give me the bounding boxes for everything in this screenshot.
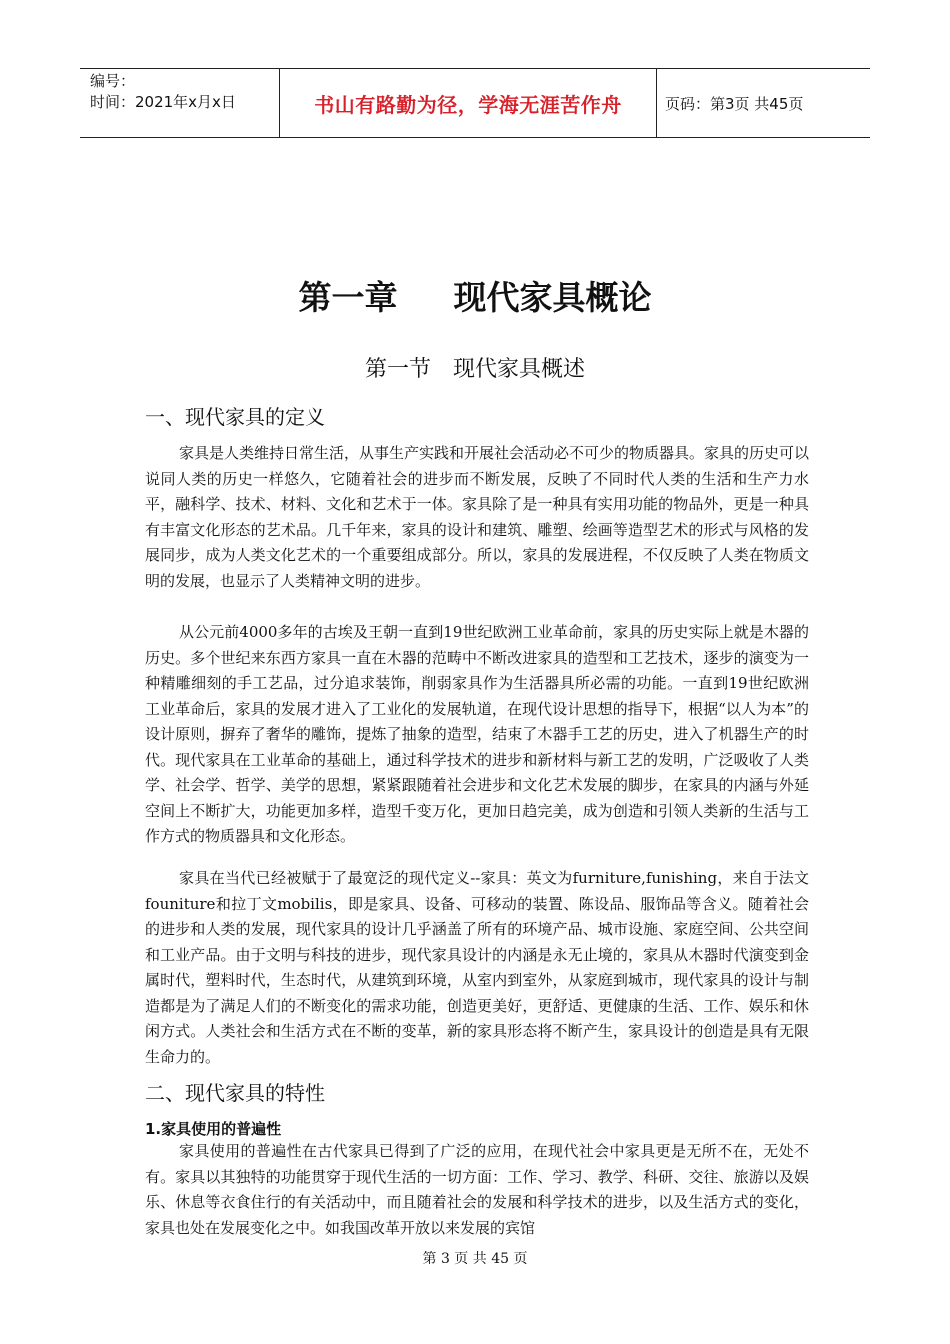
header-motto: 书山有路勤为径，学海无涯苦作舟 — [314, 92, 622, 117]
document-number-label: 编号： — [90, 72, 136, 90]
header-motto-cell — [280, 69, 657, 137]
paragraph-definition-2: 从公元前4000多年的古埃及王朝一直到19世纪欧洲工业革命前，家具的历史实际上就是木器的历史。多个世纪来东西方家具一直在木器的范畴中不断改进家具的造型和工艺技术，逐步的演变为一种精雕细刻的手工艺品，过分追求装饰，削弱家具作为生活器具所必需的功能。一直到19世纪欧洲工业革命后，家具的发展才进入了工业化的发展轨道，在现代设计思想的指导下，根据“以人为本”的设计原则，摒弃了奢华的雕饰，提炼了抽象的造型，结束了木器手工艺的历史，进入了机器生产的时代。现代家具在工业革命的基础上，通过科学技术的进步和新材料与新工艺的发明，广泛吸收了人类学、社会学、哲学、美学的思想，紧紧跟随着社会进步和文化艺术发展的脚步，在家具的内涵与外延空间上不断扩大，功能更加多样，造型千变万化，更加日趋完美，成为创造和引领人类新的生活与工作方式的物质器具和文化形态。 — [145, 623, 809, 845]
chapter-title — [0, 272, 950, 319]
paragraph-definition-1: 家具是人类维持日常生活，从事生产实践和开展社会活动必不可少的物质器具。家具的历史可以说同人类的历史一样悠久，它随着社会的进步而不断发展，反映了不同时代人类的生活和生产力水平，融科学、技术、材料、文化和艺术于一体。家具除了是一种具有实用功能的物品外，更是一种具有丰富文化形态的艺术品。几千年来，家具的设计和建筑、雕塑、绘画等造型艺术的形式与风格的发展同步，成为人类文化艺术的一个重要组成部分。所以，家具的发展进程，不仅反映了人类在物质文明的发展，也显示了人类精神文明的进步。 — [145, 444, 810, 590]
heading-definition: 一、现代家具的定义 — [145, 405, 325, 429]
chapter-name: 现代家具概论 — [453, 278, 652, 317]
heading-characteristics: 二、现代家具的特性 — [145, 1081, 325, 1105]
section-number: 第一节 — [364, 357, 431, 382]
subheading-universality: 1.家具使用的普遍性 — [145, 1120, 282, 1138]
section-title — [0, 352, 950, 383]
chapter-number: 第一章 — [298, 278, 398, 317]
document-date-label: 时间：2021年x月x日 — [90, 93, 236, 111]
header-table — [80, 68, 870, 138]
page-footer: 第 3 页 共 45 页 — [422, 1251, 528, 1267]
header-meta-cell — [80, 69, 280, 137]
header-page-cell — [657, 69, 870, 137]
section-name: 现代家具概述 — [453, 357, 586, 382]
paragraph-definition-3: 家具在当代已经被赋于了最宽泛的现代定义--家具：英文为furniture,funishing，来自于法文founiture和拉丁文mobilis，即是家具、设备、可移动的装置、陈设品、服饰品等含义。随着社会的进步和人类的发展，现代家具的设计几乎涵盖了所有的环境产品、城市设施、家庭空间、公共空间和工业产品。由于文明与科技的进步，现代家具设计的内涵是永无止境的，家具从木器时代演变到金属时代，塑料时代，生态时代，从建筑到环境，从室内到室外，从家庭到城市，现代家具的设计与制造都是为了满足人们的不断变化的需求功能，创造更美好，更舒适、更健康的生活、工作、娱乐和休闲方式。人类社会和生活方式在不断的变革，新的家具形态将不断产生，家具设计的创造是具有无限生命力的。 — [145, 869, 809, 1066]
header-page-info: 页码：第3页 共45页 — [665, 94, 804, 113]
paragraph-universality: 家具使用的普遍性在古代家具已得到了广泛的应用，在现代社会中家具更是无所不在，无处不有。家具以其独特的功能贯穿于现代生活的一切方面：工作、学习、教学、科研、交往、旅游以及娱乐、休息等衣食住行的有关活动中，而且随着社会的发展和科学技术的进步，以及生活方式的变化，家具也处在发展变化之中。如我国改革开放以来发展的宾馆 — [145, 1142, 809, 1237]
